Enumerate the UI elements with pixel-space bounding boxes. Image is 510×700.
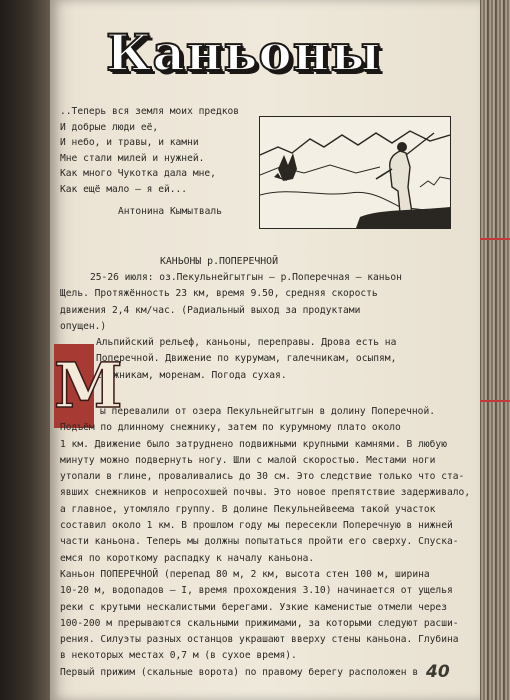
text-line: Поперечной. Движение по курумам, галечникам, осыпям,: [96, 353, 397, 365]
poem-line: ..Теперь вся земля моих предков: [60, 106, 240, 117]
poem-author: Антонина Кымытваль: [118, 205, 222, 217]
text-line: Альпийский рельеф, каньоны, переправы. Дрова есть на: [96, 337, 397, 349]
poem-line: Как ещё мало – я ей...: [60, 183, 188, 195]
section-heading: КАНЬОНЫ р.ПОПЕРЕЧНОЙ: [160, 256, 278, 267]
text-line: ы перевалили от озера Пекульнейгытгын в долину Поперечной.: [100, 406, 436, 417]
text-line: реки с крутыми нескалистыми берегами. Узкие каменистые отмели через: [60, 601, 447, 613]
text-line: в некоторых местах 0,7 м (в сухое время).: [60, 650, 297, 662]
main-narrative: [60, 404, 470, 681]
text-line: рения. Силуэты разных останцов украшают вверху стены каньона. Глубина: [60, 634, 459, 646]
text-line: Каньон ПОПЕРЕЧНОЙ (перепад 80 м, 2 км, высота стен 100 м, ширина: [60, 568, 430, 580]
text-line: утопали в глине, проваливались до 30 см. Это следствие только что ста-: [60, 471, 465, 483]
text-line: опущен.): [60, 320, 107, 332]
page-title: Каньоны: [106, 23, 382, 82]
page-number: 40: [426, 662, 450, 682]
text-line: составил около 1 км. В прошлом году мы пересекли Поперечную в нижней: [60, 520, 453, 532]
poem-line: И добрые люди её,: [60, 121, 159, 133]
text-line: Первый прижим (скальные ворота) по правому берегу расположен в: [60, 666, 419, 678]
edge-marker: [480, 238, 510, 240]
text-line: 25-26 июля: оз.Пекульнейгытгын – р.Поперечная – каньон: [90, 272, 402, 283]
binder-edge: [0, 0, 54, 700]
text-line: Подъём по длинному снежнику, затем по курумному плато около: [60, 422, 401, 434]
text-line: а главное, утомляло группу. В долине Пекульнейвеема такой участок: [60, 503, 436, 515]
text-line: емся по короткому распадку к началу каньона.: [60, 552, 315, 564]
poem-line: Как много Чукотка дала мне,: [60, 168, 216, 180]
poem-line: И небо, и травы, и камни: [60, 137, 199, 149]
mountain-sketch-illustration: [259, 116, 451, 229]
text-line: 10-20 м, водопадов – I, время прохождения 3.10) начинается от ущелья: [60, 585, 453, 597]
text-line: снежникам, моренам. Погода сухая.: [96, 369, 287, 381]
text-line: движения 2,4 км/час. (Радиальный выход за продуктами: [60, 304, 361, 316]
hiker-landscape-image: [260, 117, 450, 228]
text-line: минуту можно подвернуть ногу. Шли с малой скоростью. Местами ноги: [60, 454, 436, 466]
epigraph-poem: [60, 104, 260, 219]
drop-cap: М: [54, 344, 94, 428]
text-line: явших снежников и непросохшей почвы. Это новое препятствие задерживало,: [60, 487, 471, 499]
poem-line: Мне стали милей и нужней.: [60, 152, 205, 164]
text-line: 1 км. Движение было затруднено подвижными крупными камнями. В любую: [60, 438, 447, 450]
page-edges: [480, 0, 510, 700]
text-line: 100-200 м прерываются скальными прижимами, за которыми следуют расши-: [60, 617, 459, 629]
edge-marker: [480, 400, 510, 402]
text-line: Щель. Протяжённость 23 км, время 9.50, средняя скорость: [60, 288, 378, 300]
text-line: части каньона. Теперь мы должны попытаться пройти его сверху. Спуска-: [60, 536, 459, 548]
